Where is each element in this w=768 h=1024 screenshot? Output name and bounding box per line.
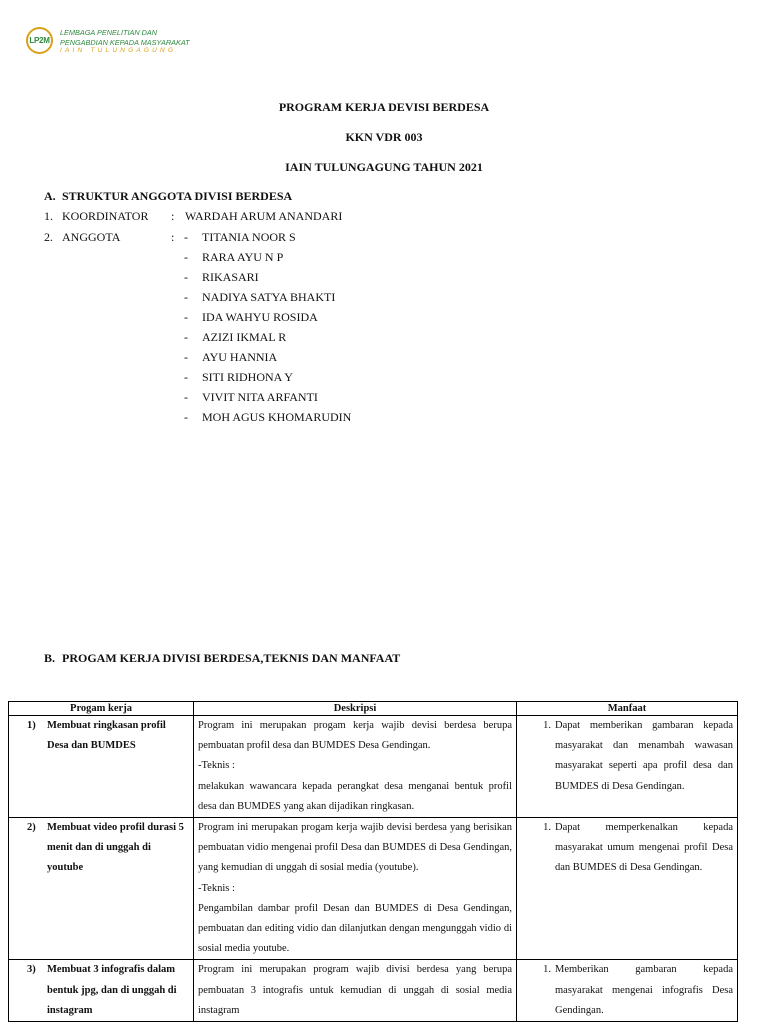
program-cell (9, 716, 194, 818)
section-b-letter: B. (44, 651, 56, 665)
member-name: IDA WAHYU ROSIDA (202, 310, 318, 324)
member-name: AZIZI IKMAL R (202, 330, 287, 344)
logo-line-1: LEMBAGA PENELITIAN DAN (60, 28, 158, 37)
description-text: Program ini merupakan progam kerja wajib devisi berdesa yang berisikan pembuatan vidio mengenai profil Desa dan BUMDES di Desa Gendingan, yang kemudian di unggah di sosial media (youtube). (198, 822, 512, 874)
program-number: 3) (27, 964, 36, 976)
coordinator-colon: : (171, 209, 175, 223)
section-b-heading (44, 651, 400, 666)
member-name: AYU HANNIA (202, 350, 278, 364)
institution-logo (26, 26, 196, 60)
member-name: SITI RIDHONA Y (202, 370, 293, 384)
benefit-text: Dapat memperkenalkan kepada masyarakat umum mengenai profil Desa dan BUMDES di Desa Gendingan. (555, 822, 733, 874)
member-name: NADIYA SATYA BHAKTI (202, 290, 336, 304)
member-name: VIVIT NITA ARFANTI (202, 390, 318, 404)
member-name: RIKASARI (202, 270, 259, 284)
program-cell (9, 818, 194, 960)
member-name: MOH AGUS KHOMARUDIN (202, 410, 352, 424)
section-b-title: PROGAM KERJA DIVISI BERDESA,TEKNIS DAN MANFAAT (62, 651, 401, 665)
description-cell (194, 716, 517, 818)
coordinator-number: 1. (44, 209, 53, 223)
members-label: ANGGOTA (62, 230, 121, 244)
technique-text: Pengambilan dambar profil Desan dan BUMDES di Desa Gendingan, pembuatan dan editing vidio dan dilanjutkan dengan mengunggah vidio di sosial media youtube. (198, 902, 512, 955)
section-a-heading (44, 189, 292, 204)
benefit-cell (517, 960, 738, 1022)
table-row (9, 716, 738, 818)
program-number: 2) (27, 822, 36, 834)
table-row (9, 960, 738, 1022)
description-text: Program ini merupakan program wajib divisi berdesa yang berupa pembuatan 3 intografis untuk kemudian di unggah di sosial media instagram (198, 964, 512, 1016)
header-program: Progam kerja (9, 702, 194, 716)
benefit-text: Memberikan gambaran kepada masyarakat mengenai infografis Desa Gendingan. (555, 964, 733, 1016)
members-number: 2. (44, 230, 53, 244)
description-cell (194, 960, 517, 1022)
logo-emblem: LP2M (26, 27, 53, 54)
header-description: Deskripsi (194, 702, 517, 716)
document-title: PROGRAM KERJA DEVISI BERDESA (278, 100, 490, 114)
technique-label: -Teknis : (198, 760, 235, 772)
benefit-cell (517, 818, 738, 960)
technique-text: melakukan wawancara kepada perangkat desa menganai bentuk profil desa dan BUMDES yang akan dijadikan ringkasan. (198, 780, 512, 812)
program-number: 1) (27, 720, 36, 731)
logo-line-3: IAIN TULUNGAGUNG (60, 47, 177, 54)
program-table (8, 701, 738, 1022)
header-benefit: Manfaat (517, 702, 738, 716)
benefit-number: 1. (543, 720, 551, 731)
benefit-number: 1. (543, 964, 551, 976)
program-cell (9, 960, 194, 1022)
document-subtitle-institution: IAIN TULUNGAGUNG TAHUN 2021 (285, 160, 483, 174)
members-colon: : (171, 230, 175, 244)
document-subtitle-kkn: KKN VDR 003 (345, 130, 423, 144)
logo-text (60, 28, 190, 55)
logo-line-2: PENGABDIAN KEPADA MASYARAKAT (60, 37, 190, 47)
description-cell (194, 818, 517, 960)
table-header-row (9, 702, 738, 716)
section-a-title: STRUKTUR ANGGOTA DIVISI BERDESA (62, 189, 293, 203)
description-text: Program ini merupakan progam kerja wajib devisi berdesa berupa pembuatan profil desa dan BUMDES Desa Gendingan. (198, 720, 512, 752)
table-row (9, 818, 738, 960)
program-name: Membuat 3 infografis dalam bentuk jpg, dan di unggah di instagram (47, 964, 177, 1016)
section-a-letter: A. (44, 189, 56, 203)
benefit-text: Dapat memberikan gambaran kepada masyarakat dan menambah wawasan masyarakat seperti apa profil desa dan BUMDES di Desa Gendingan. (555, 720, 733, 792)
member-name: RARA AYU N P (202, 250, 284, 264)
coordinator-label: KOORDINATOR (62, 209, 149, 223)
coordinator-name: WARDAH ARUM ANANDARI (185, 209, 343, 223)
program-name: Membuat video profil durasi 5 menit dan di unggah di youtube (47, 822, 184, 874)
program-name: Membuat ringkasan profil Desa dan BUMDES (47, 720, 166, 752)
technique-label: -Teknis : (198, 882, 235, 894)
benefit-cell (517, 716, 738, 818)
member-name: TITANIA NOOR S (202, 230, 296, 244)
benefit-number: 1. (543, 822, 551, 834)
